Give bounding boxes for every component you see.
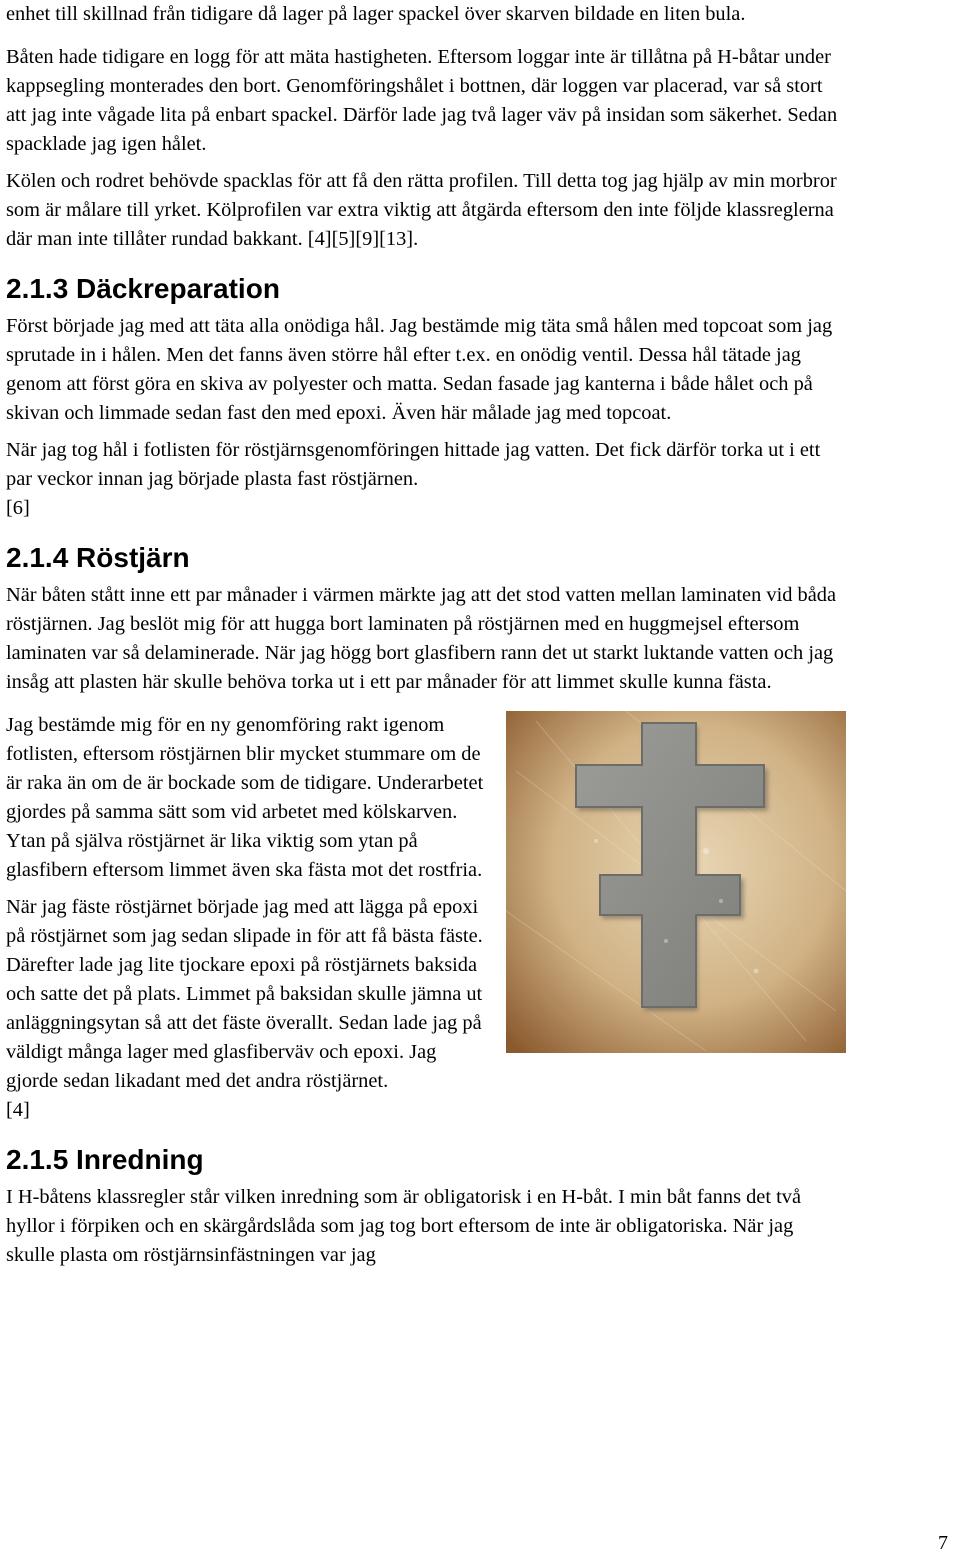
document-page xyxy=(6,0,846,1270)
paragraph: Först började jag med att täta alla onödiga hål. Jag bestämde mig täta små hålen med topcoat som jag sprutade in i hålen. Men det fanns även större hål efter t.ex. en onödig ventil. Dessa hål tätade jag genom att först göra en skiva av polyester och matta. Sedan fasade jag kanterna i både hålet och på skivan och limmade sedan fast den med epoxi. Även här målade jag med topcoat. xyxy=(6,315,833,424)
paragraph: enhet till skillnad från tidigare då lager på lager spackel över skarven bildade en liten bula. xyxy=(6,3,746,25)
paragraph: När jag tog hål i fotlisten för röstjärnsgenomföringen hittade jag vatten. Det fick därför torka ut i ett par veckor innan jag började plasta fast röstjärnen. xyxy=(6,439,821,490)
reference: [4] xyxy=(6,1099,30,1121)
page-number: 7 xyxy=(938,1532,948,1554)
figure-wrap xyxy=(6,711,846,1125)
paragraph: Båten hade tidigare en logg för att mäta hastigheten. Eftersom loggar inte är tillåtna på H-båtar under kappsegling monterades den bort. Genomföringshålet i bottnen, där loggen var placerad, var så stort att jag inte vågade lita på enbart spackel. Därför lade jag två lager väv på insidan som säkerhet. Sedan spacklade jag igen hålet. xyxy=(6,46,838,155)
section-heading: 2.1.4 Röstjärn xyxy=(6,542,190,573)
paragraph: Jag bestämde mig för en ny genomföring rakt igenom fotlisten, eftersom röstjärnen blir mycket stummare om de är raka än om de är bockade som de tidigare. Underarbetet gjordes på samma sätt som vid arbetet med kölskarven. Ytan på själva röstjärnet är lika viktig som ytan på glasfibern eftersom limmet även ska fästa mot det rostfria. xyxy=(6,714,484,881)
paragraph: I H-båtens klassregler står vilken inredning som är obligatorisk i en H-båt. I min båt fanns det två hyllor i förpiken och en skärgårdslåda som jag tog bort eftersom de inte är obligatoriska. När jag skulle plasta om röstjärnsinfästningen var jag xyxy=(6,1186,802,1266)
section-heading: 2.1.3 Däckreparation xyxy=(6,273,280,304)
section-heading-block xyxy=(6,272,846,306)
chainplate-photo xyxy=(506,711,846,1053)
section-heading: 2.1.5 Inredning xyxy=(6,1144,204,1175)
paragraph: När jag fäste röstjärnet började jag med att lägga på epoxi på röstjärnet som jag sedan slipade in för att få bästa fäste. Därefter lade jag lite tjockare epoxi på röstjärnets baksida och satte det på plats. Limmet på baksidan skulle jämna ut anläggningsytan så att det fäste överallt. Sedan lade jag på väldigt många lager med glasfiberväv och epoxi. Jag gjorde sedan likadant med det andra röstjärnet. xyxy=(6,896,483,1092)
paragraph: När båten stått inne ett par månader i värmen märkte jag att det stod vatten mellan laminaten vid båda röstjärnen. Jag beslöt mig för att hugga bort laminaten på röstjärnen med en huggmejsel eftersom laminaten var så delaminerade. När jag högg bort glasfibern rann det ut starkt luktande vatten och jag insåg att plasten här skulle behöva torka ut i ett par månader för att limmet skulle kunna fästa. xyxy=(6,584,837,693)
section-heading-block xyxy=(6,541,846,575)
photo-image xyxy=(506,711,846,1053)
reference: [6] xyxy=(6,497,30,519)
paragraph: Kölen och rodret behövde spacklas för att få den rätta profilen. Till detta tog jag hjälp av min morbror som är målare till yrket. Kölprofilen var extra viktig att åtgärda eftersom den inte följde klassreglerna där man inte tillåter rundad bakkant. [4][5][9][13]. xyxy=(6,170,837,250)
section-heading-block xyxy=(6,1143,846,1177)
